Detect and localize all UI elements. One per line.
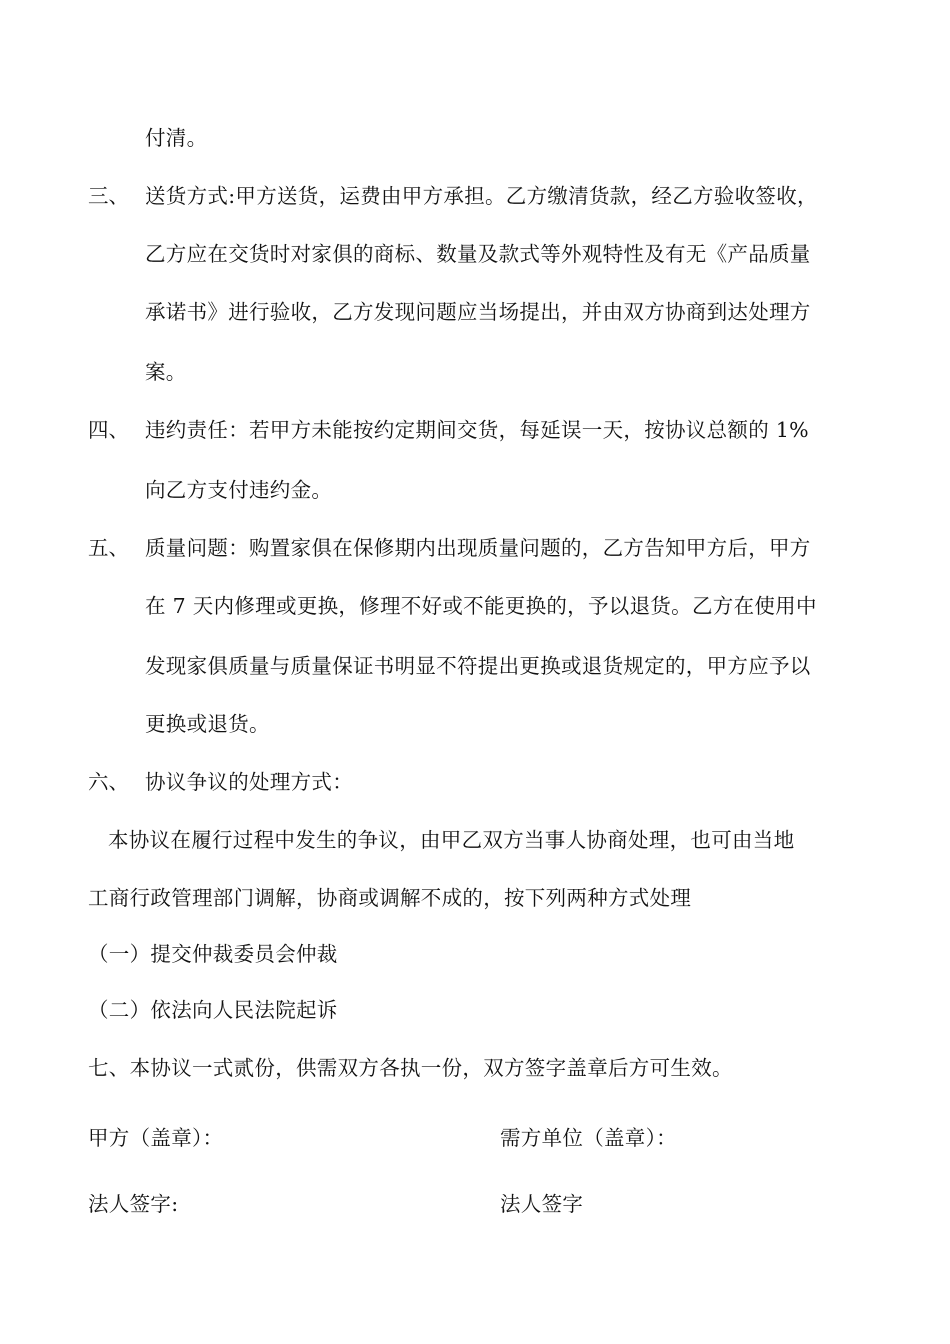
party-b-signature-label: 法人签字 [500,1192,584,1216]
dispute-paragraph-line: 本协议在履行过程中发生的争议，由甲乙双方当事人协商处理，也可由当地 [108,828,795,852]
section-3-line: 案。 [145,360,187,384]
section-3-line: 送货方式:甲方送货，运费由甲方承担。乙方缴清货款，经乙方验收签收， [145,184,818,208]
section-6-line: 协议争议的处理方式： [145,770,353,794]
clause-7: 七、本协议一式贰份，供需双方各执一份，双方签字盖章后方可生效。 [88,1056,733,1080]
dispute-option-2: （二）依法向人民法院起诉 [88,998,338,1022]
party-a-seal-label: 甲方（盖章）： [88,1126,224,1150]
section-5-line: 质量问题：购置家俱在保修期内出现质量问题的，乙方告知甲方后，甲方 [145,536,811,560]
section-4-line: 违约责任：若甲方未能按约定期间交货，每延误一天，按协议总额的 1% [145,418,809,442]
section-4-number: 四、 [88,418,129,442]
section-4-line: 向乙方支付违约金。 [145,478,333,502]
party-a-signature-label: 法人签字: [88,1192,179,1216]
party-b-seal-label: 需方单位（盖章）： [500,1126,677,1150]
section-3-line: 承诺书》进行验收，乙方发现问题应当场提出，并由双方协商到达处理方 [145,300,811,324]
section-6-number: 六、 [88,770,129,794]
section-5-number: 五、 [88,536,129,560]
section-3-number: 三、 [88,184,129,208]
section-3-line: 乙方应在交货时对家俱的商标、数量及款式等外观特性及有无《产品质量 [145,242,811,266]
section-5-line: 更换或退货。 [145,712,270,736]
dispute-option-1: （一）提交仲裁委员会仲裁 [88,942,338,966]
section-5-line: 在 7 天内修理或更换，修理不好或不能更换的，予以退货。乙方在使用中 [145,594,817,618]
section-5-line: 发现家俱质量与质量保证书明显不符提出更换或退货规定的，甲方应予以 [145,654,811,678]
dispute-paragraph-line: 工商行政管理部门调解，协商或调解不成的，按下列两种方式处理 [88,886,692,910]
continuation-text: 付清。 [145,126,208,150]
